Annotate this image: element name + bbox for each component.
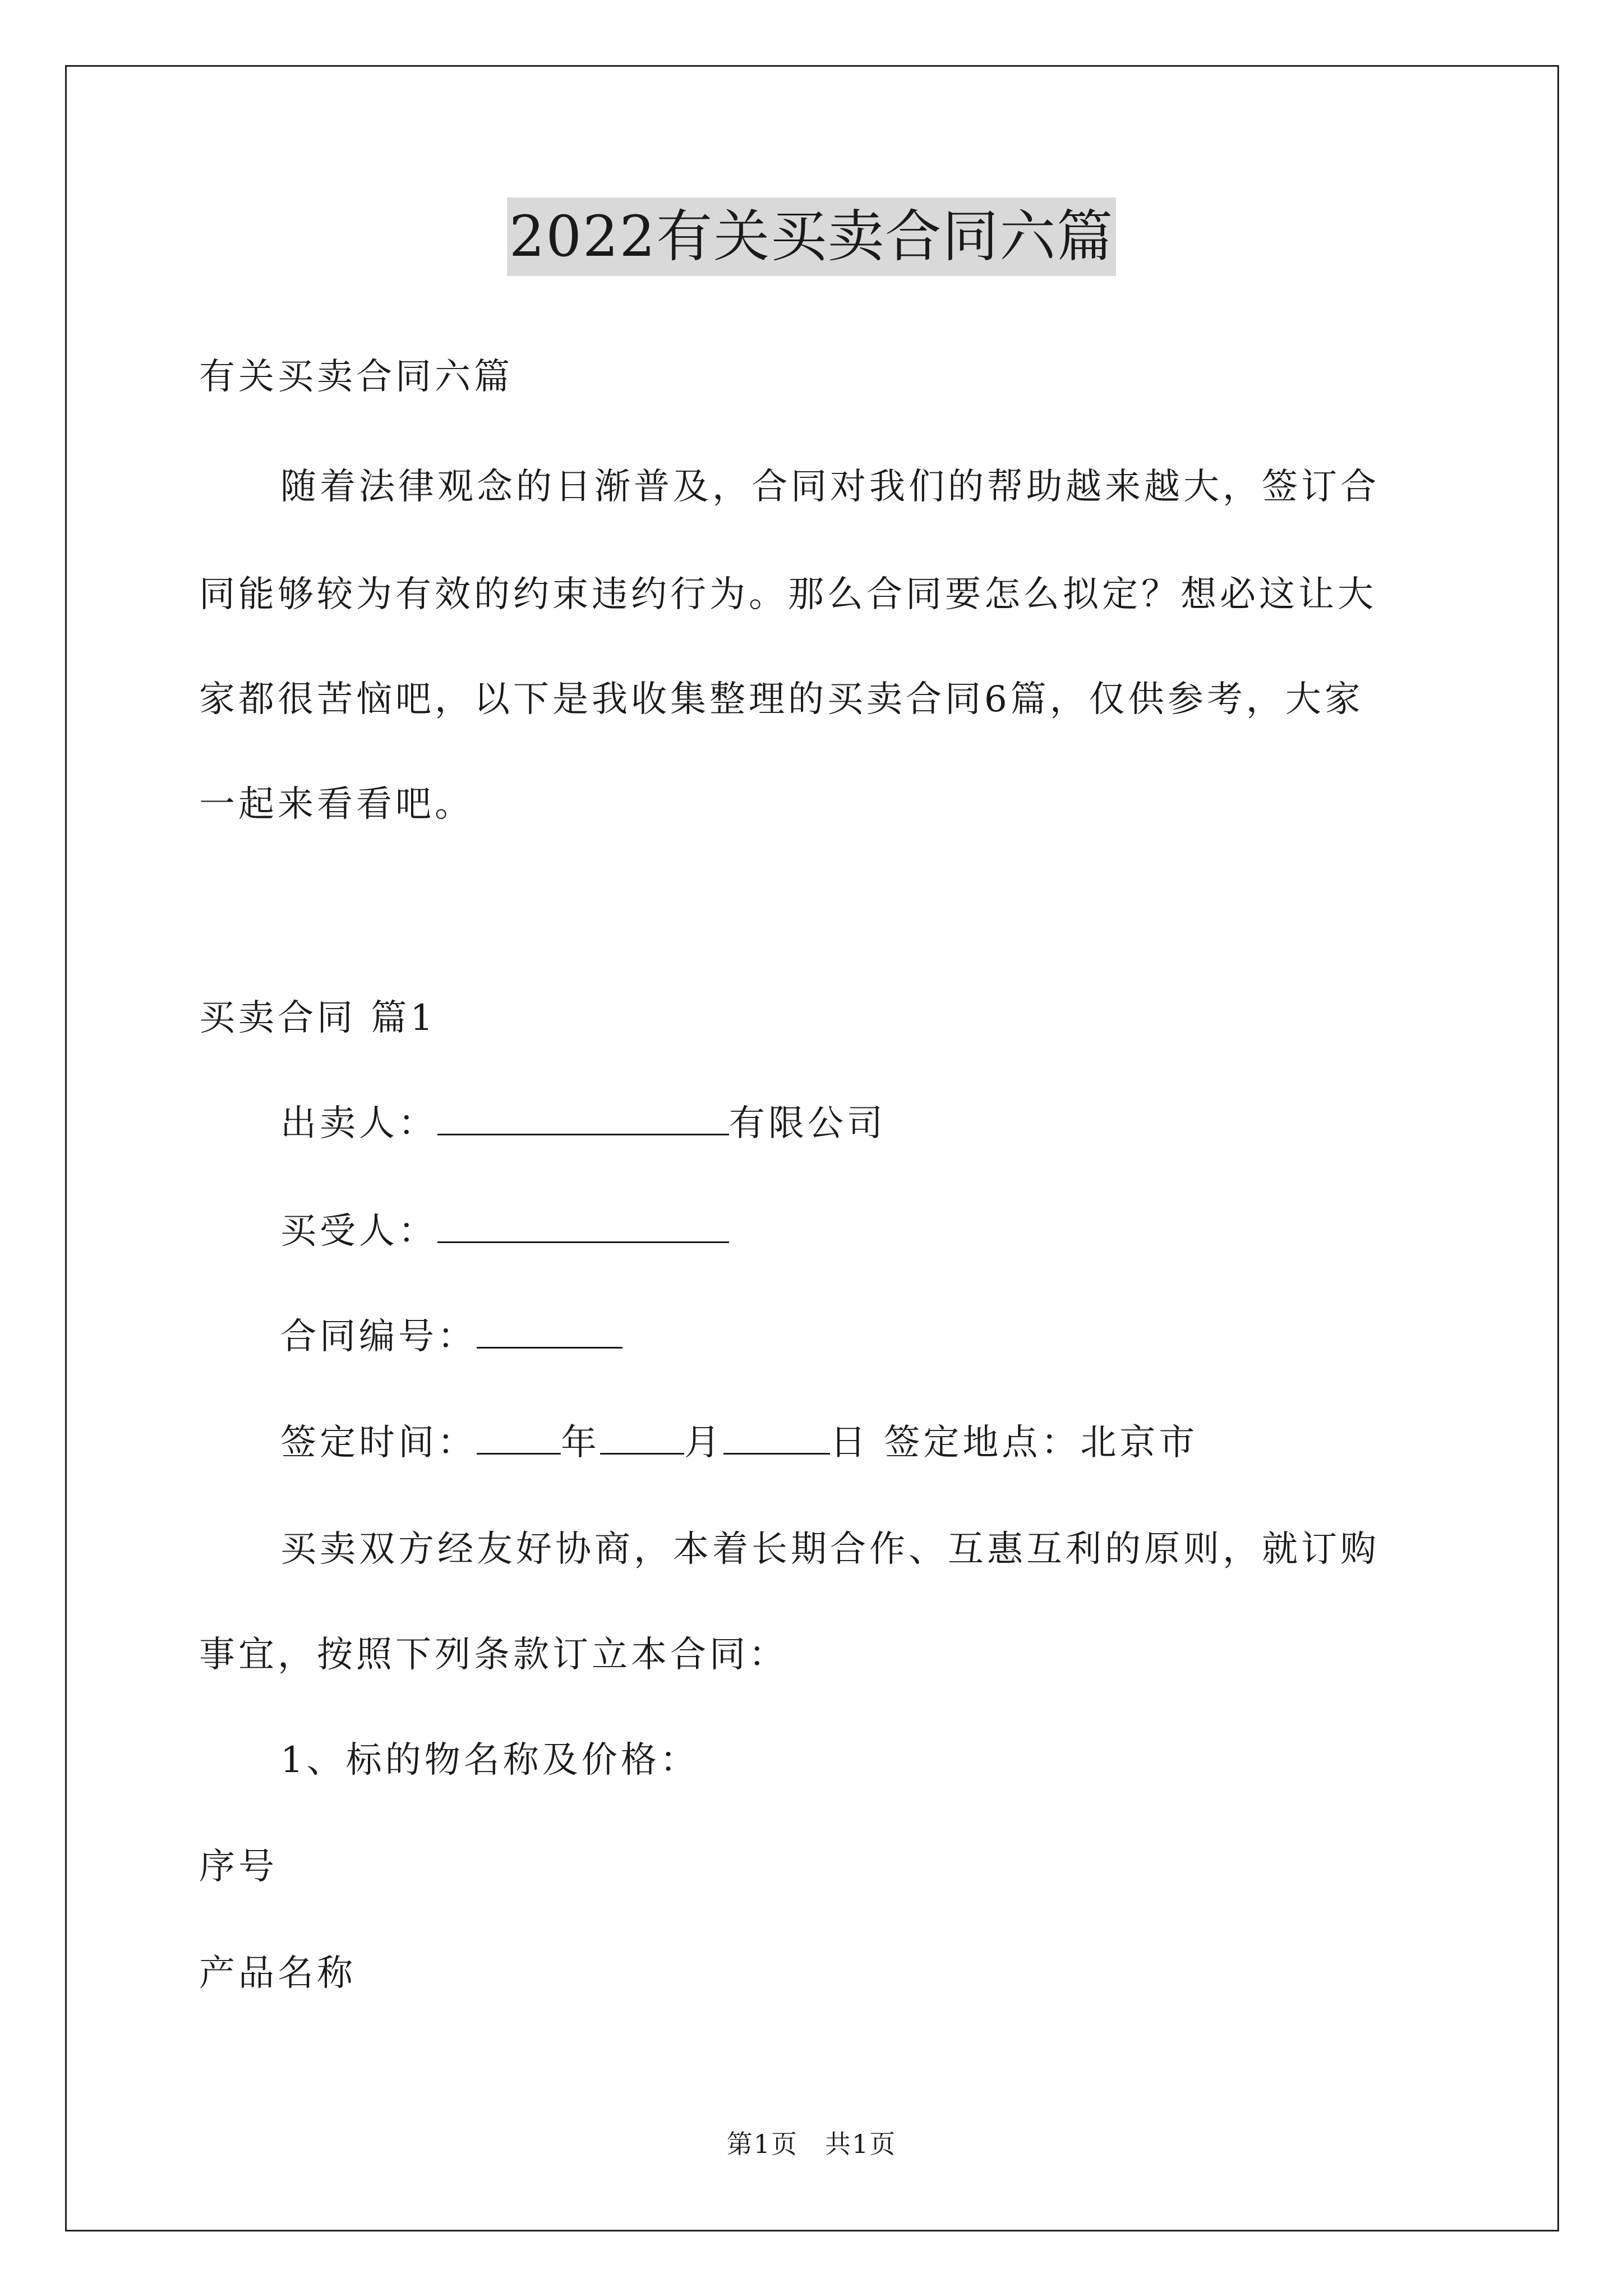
page-footer: 第1页 共1页 [726, 2129, 897, 2159]
section-heading: 买卖合同 篇1 [199, 997, 437, 1039]
sign-time-line [280, 1420, 1198, 1465]
contract-no-label: 合同编号： [280, 1316, 477, 1358]
buyer-label: 买受人： [280, 1211, 437, 1252]
month-label: 月 [684, 1422, 723, 1464]
document-title: 2022有关买卖合同六篇 [507, 197, 1117, 276]
seller-line [280, 1101, 886, 1146]
day-blank [723, 1421, 830, 1455]
intro-line-4: 一起来看看吧。 [199, 784, 474, 825]
year-label: 年 [561, 1422, 600, 1464]
month-blank [600, 1421, 684, 1455]
intro-line-2: 同能够较为有效的约束违约行为。那么合同要怎么拟定？想必这让大 [199, 574, 1377, 615]
sign-place: 签定地点：北京市 [884, 1422, 1198, 1464]
contract-no-line [280, 1314, 623, 1359]
intro-line-3: 家都很苦恼吧，以下是我收集整理的买卖合同6篇，仅供参考，大家 [199, 679, 1364, 720]
sign-time-label: 签定时间： [280, 1422, 477, 1464]
table-col-2: 产品名称 [199, 1953, 356, 1994]
buyer-blank [437, 1210, 729, 1243]
intro-line-1: 随着法律观念的日渐普及，合同对我们的帮助越来越大，签订合 [280, 466, 1380, 508]
day-label: 日 [830, 1422, 869, 1464]
seller-label: 出卖人： [280, 1103, 437, 1144]
item-heading: 1、标的物名称及价格： [280, 1740, 699, 1781]
seller-suffix: 有限公司 [729, 1103, 886, 1144]
title-container [0, 197, 1623, 276]
body-line-1: 买卖双方经友好协商，本着长期合作、互惠互利的原则，就订购 [280, 1529, 1380, 1570]
contract-no-blank [477, 1315, 623, 1349]
year-blank [477, 1421, 561, 1455]
seller-blank [437, 1102, 729, 1135]
document-subtitle: 有关买卖合同六篇 [199, 356, 513, 398]
table-col-1: 序号 [199, 1846, 278, 1888]
buyer-line [280, 1209, 729, 1254]
body-line-2: 事宜，按照下列条款订立本合同： [199, 1634, 788, 1676]
